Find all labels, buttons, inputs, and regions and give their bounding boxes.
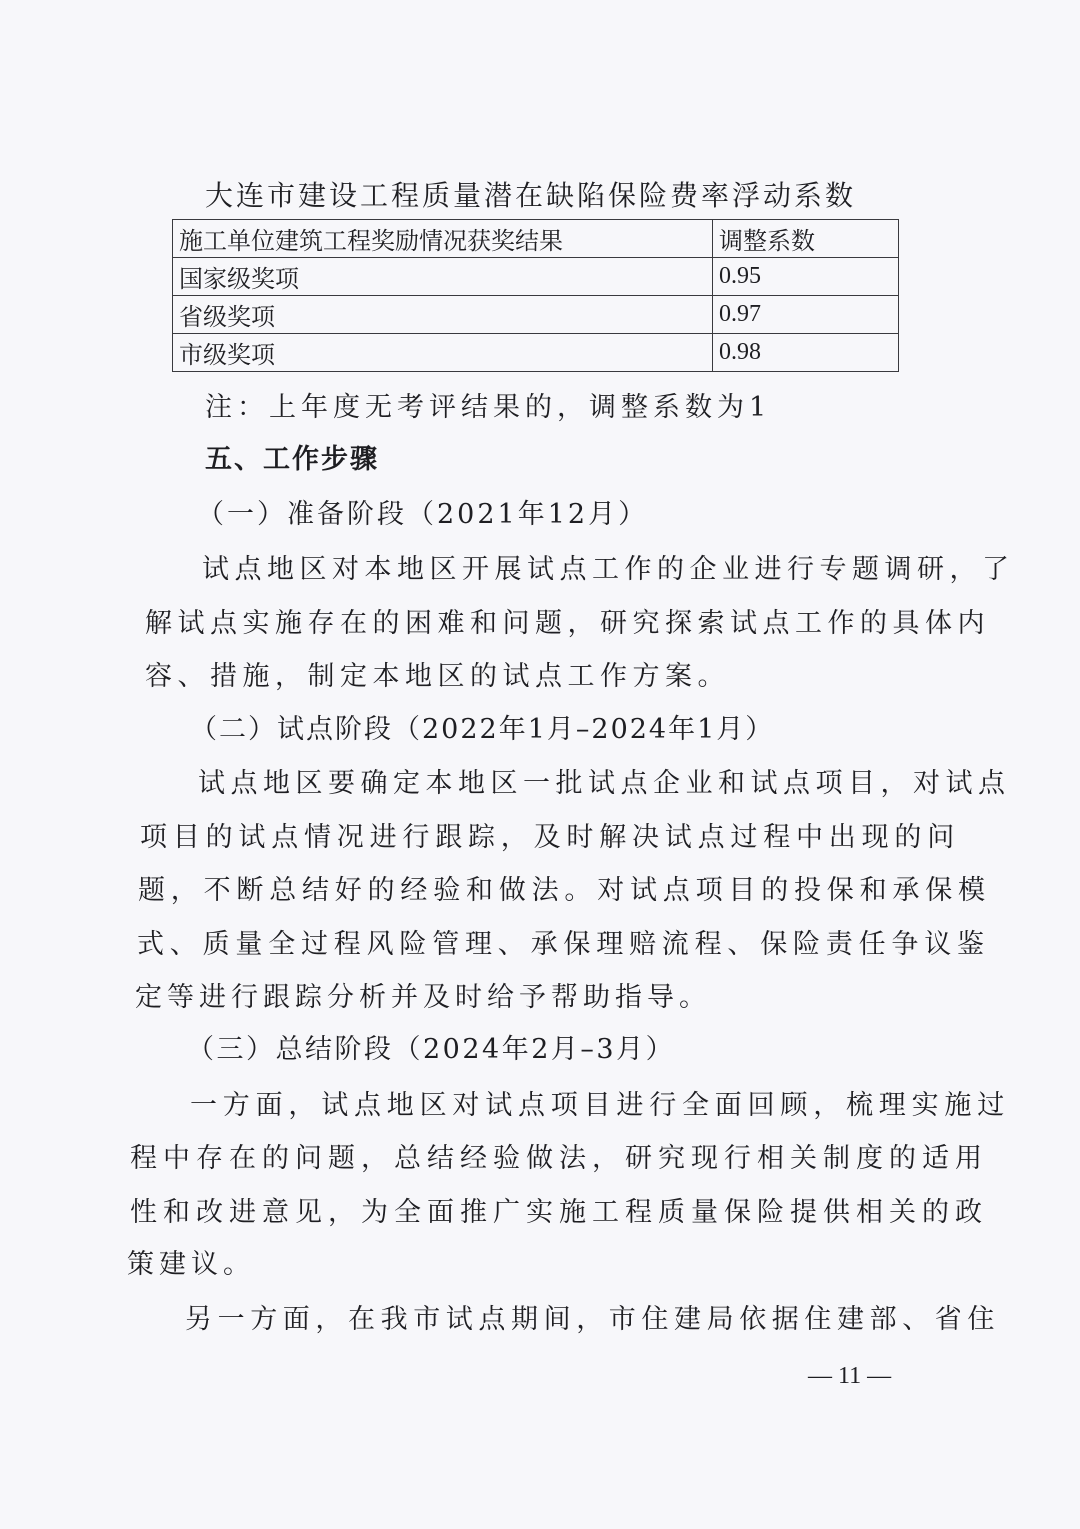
paragraph-line: 试点地区要确定本地区一批试点企业和试点项目，对试点	[198, 768, 1011, 799]
table-row	[173, 334, 899, 372]
paragraph-line: 题，不断总结好的经验和做法。对试点项目的投保和承保模	[138, 875, 991, 906]
table-header-cell: 施工单位建筑工程奖励情况获奖结果	[173, 220, 713, 258]
rate-coefficient-table	[172, 219, 899, 372]
paragraph-line: 试点地区对本地区开展试点工作的企业进行专题调研，了	[202, 554, 1015, 585]
paragraph-line: 一方面，试点地区对试点项目进行全面回顾，梳理实施过	[190, 1090, 1010, 1121]
table-cell: 国家级奖项	[173, 258, 713, 296]
table-cell: 省级奖项	[173, 296, 713, 334]
paragraph-line: 解试点实施存在的困难和问题，研究探索试点工作的具体内	[145, 608, 990, 639]
step-heading: （二）试点阶段（2022年1月–2024年1月）	[190, 714, 775, 745]
section-heading: 五、工作步骤	[205, 444, 379, 475]
table-title: 大连市建设工程质量潜在缺陷保险费率浮动系数	[205, 179, 857, 212]
paragraph-line: 另一方面，在我市试点期间，市住建局依据住建部、省住	[185, 1304, 1000, 1335]
table-cell: 0.98	[713, 334, 899, 372]
table-cell: 0.95	[713, 258, 899, 296]
table-cell: 市级奖项	[173, 334, 713, 372]
paragraph-line: 性和改进意见，为全面推广实施工程质量保险提供相关的政	[130, 1197, 988, 1228]
paragraph-line: 策建议。	[127, 1249, 255, 1280]
paragraph-line: 定等进行跟踪分析并及时给予帮助指导。	[135, 982, 711, 1013]
step-heading: （三）总结阶段（2024年2月–3月）	[187, 1034, 676, 1065]
table-note: 注：上年度无考评结果的，调整系数为1	[205, 392, 772, 423]
table-header-cell: 调整系数	[713, 220, 899, 258]
paragraph-line: 项目的试点情况进行跟踪，及时解决试点过程中出现的问	[140, 822, 960, 853]
table-cell: 0.97	[713, 296, 899, 334]
table-header-row	[173, 220, 899, 258]
table-row	[173, 258, 899, 296]
paragraph-line: 程中存在的问题，总结经验做法，研究现行相关制度的适用	[130, 1143, 988, 1174]
page-number: — 11 —	[808, 1363, 892, 1389]
paragraph-line: 式、质量全过程风险管理、承保理赔流程、保险责任争议鉴	[137, 929, 990, 960]
step-heading: （一）准备阶段（2021年12月）	[197, 499, 649, 530]
paragraph-line: 容、措施，制定本地区的试点工作方案。	[145, 661, 730, 692]
table-row	[173, 296, 899, 334]
